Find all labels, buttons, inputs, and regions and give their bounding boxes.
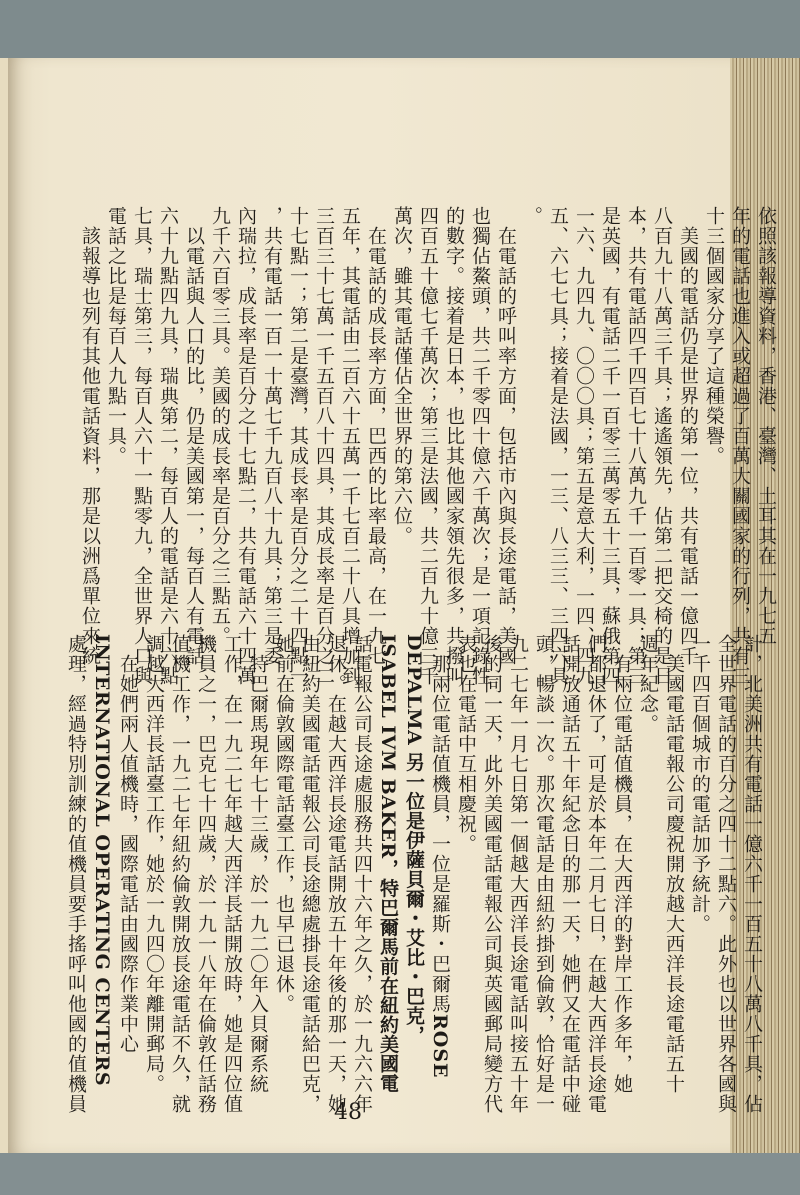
text-column: 九二七年一月七日第一個越大西洋長途電話叫接五十年 [507, 634, 529, 1114]
text-column: 依照該報導資料，香港、臺灣、土耳其在一九七五 [755, 206, 777, 646]
latin-name-rose: ROSE [429, 1014, 451, 1079]
text-column: 們都退休了，可是於本年二月七日，在越大西洋長途電 [585, 634, 607, 1114]
text-column: 的數字。接着是日本，也比其他國家領先很多，共撥叫 [443, 206, 465, 686]
book-cover-bottom [0, 1153, 800, 1195]
text-column: 五、六七七具；接着是法國，一三、八三三、三四六具 [547, 206, 569, 686]
text-column: 週年紀念。 [637, 634, 659, 734]
text-column: 工作，在一九二七年越大西洋長話開放時，她是四位值 [221, 634, 243, 1114]
text-column: 頭，暢談一次。那次電話是由紐約掛到倫敦，恰好是一 [533, 634, 555, 1114]
text-column: 該報導也列有其他電話資料，那是以洲爲單位來統 [79, 226, 101, 666]
latin-name-column: INTERNATIONAL OPERATING CENTERS [91, 634, 113, 1087]
text-column: 一六、九四九、〇〇〇具；第五是意大利，一四、四九 [573, 206, 595, 686]
text-column: 在電話的呼叫率方面，包括市內與長途電話，美國 [495, 226, 517, 666]
text-column: 調越大西洋長話臺工作，她於一九四〇年離開郵局。 [143, 634, 165, 1094]
text-column: 在她們兩人值機時，國際電話由國際作業中心 [117, 654, 139, 1054]
text-column: 話開放通話五十年紀念日的那一天，她們又在電話中碰 [559, 634, 581, 1114]
text-column: 後的同一天，此外美國電話電報公司與英國郵局變方代 [481, 634, 503, 1114]
text-column: 五年，其電話由二百六十五萬一千七百二十八具增加到 [339, 206, 361, 686]
text-column: 表也在電話中互相慶祝。 [455, 634, 477, 854]
text-column: 是英國，有電話二千一百零三萬零五十三具，蘇俄第四 [599, 206, 621, 686]
text-column: ，共有電話一百一十萬七千九百八十九具；第三是委 [261, 206, 283, 666]
text-run: 那兩位電話值機員，一位是羅斯・巴爾馬 [429, 654, 451, 1014]
text-column: 四百五十億七千萬次；第三是法國，共二百九十億三千 [417, 206, 439, 686]
text-column: 八百九十八萬三千具；遙遙領先，佔第二把交椅的是日 [651, 206, 673, 686]
text-column: 全世界電話的百分之四十二點六。此外也以世界各國與 [715, 634, 737, 1114]
text-column: 由紐約美國電話電報公司長途總處掛長途電話給巴克， [299, 634, 321, 1114]
text-column: 她前在倫敦國際電話臺工作，也早已退休。 [273, 634, 295, 1014]
text-column: 三百三十七萬一千五百八十四具，其成長率是百分之二 [313, 206, 335, 686]
top-text-block [78, 206, 778, 686]
text-column: 處理，經過特別訓練的值機員要手搖呼叫他國的值機員 [65, 634, 87, 1114]
text-column: 九千六百零三具。美國的成長率是百分之三點五。 [209, 206, 231, 646]
text-column: 機員之一，巴克七十四歲，於一九一八年在倫敦任話務 [195, 634, 217, 1114]
book-cover-top [0, 0, 800, 58]
text-column: 值機工作，一九二七年紐約倫敦開放長途電話不久，就 [169, 634, 191, 1114]
facing-page-edge [0, 58, 8, 1158]
page-number: 48 [334, 1100, 362, 1125]
text-column: 有兩位電話值機員，在大西洋的對岸工作多年，她 [611, 654, 633, 1094]
text-column: 本，共有電話四千四百七十八萬九千一百零一具；第三 [625, 206, 647, 686]
text-column: 萬次，雖其電話僅佔全世界的第六位。 [391, 206, 413, 546]
bottom-text-block [64, 634, 764, 1114]
text-column: 七具，瑞士第三，每百人六十一點零九，全世界人口與 [131, 206, 153, 686]
text-column: 六十九點四九具，瑞典第二，每百人的電話是六十六點 [157, 206, 179, 686]
latin-name-column: ISABEL IVM BAKER，特巴爾馬前在紐約美國電 [377, 634, 399, 1093]
text-column: 內瑞拉，成長率是百分之十七點二，共有電話六十四萬 [235, 206, 257, 686]
text-column: 美國的電話仍是世界的第一位，共有電話一億四千 [677, 226, 699, 666]
text-column: 美國電話電報公司慶祝開放越大西洋長途電話五十 [663, 654, 685, 1094]
text-column: 也獨佔鰲頭，共二千零四十億六千萬次；是一項記錄性 [469, 206, 491, 686]
text-column: 在電話的成長率方面，巴西的比率最高，在一九七 [365, 226, 387, 666]
text-column: 特巴爾馬現年七十三歲，於一九二〇年入貝爾系統 [247, 654, 269, 1094]
text-column: 以電話與人口的比，仍是美國第一，每百人有電話 [183, 226, 205, 666]
text-column: 計，北美洲共有電話一億六千一百五十八萬八千具，佔 [741, 634, 763, 1114]
text-column: 話電報公司長途處服務共四十六年之久，於一九六六年 [351, 634, 373, 1114]
text-column: 年的電話也進入或超過了百萬大關國家的行列，共有三 [729, 206, 751, 686]
text-column: 十七點一；第二是臺灣，其成長率是百分之二十四點一 [287, 206, 309, 686]
text-column [428, 654, 452, 1114]
text-column: 退休。在越大西洋長途電話開放五十年後的那一天，她 [325, 634, 347, 1114]
text-column: 。 [521, 206, 543, 226]
text-column: 一千四百個城市的電話加予統計。 [689, 634, 711, 934]
latin-name-column: DEPALMA 另一位是伊薩貝爾・艾比・巴克， [403, 634, 425, 1045]
text-column: 電話之比是每百人九點一具。 [105, 206, 127, 466]
text-column: 十三個國家分享了這種榮譽。 [703, 206, 725, 466]
